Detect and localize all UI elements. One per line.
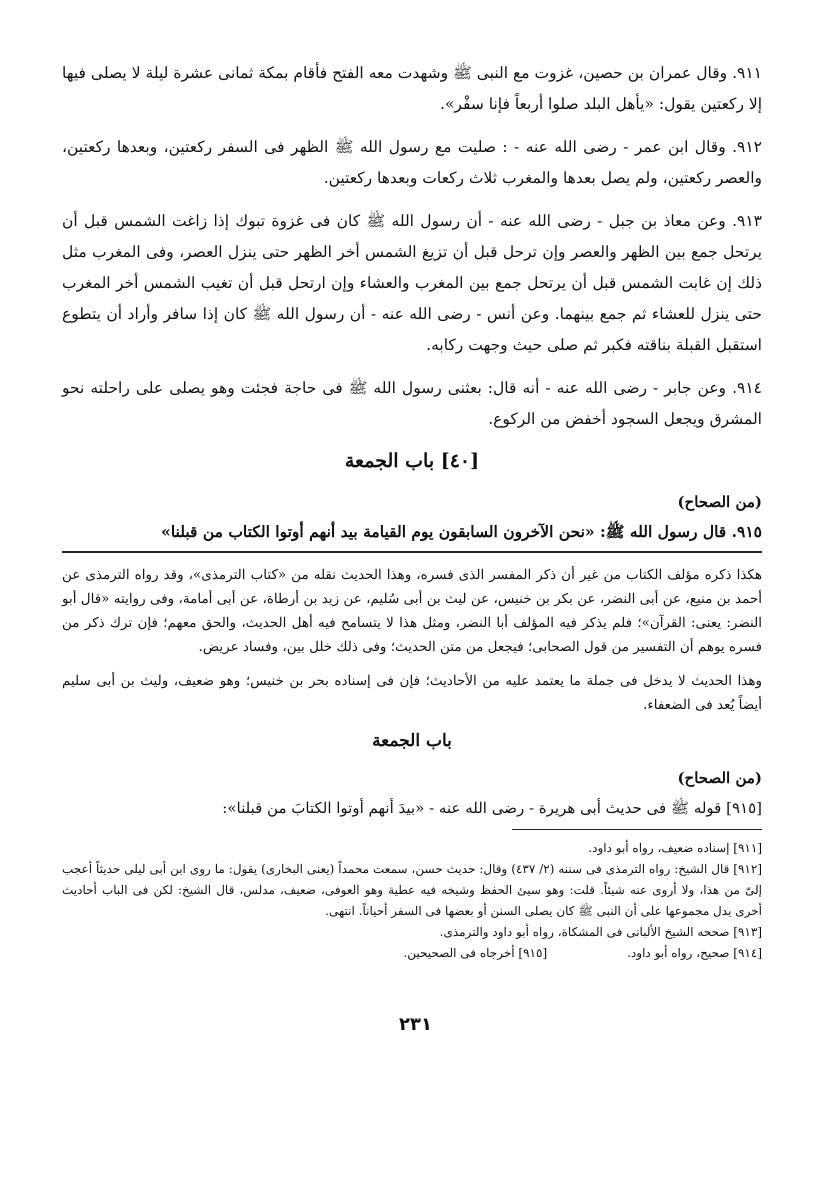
hadith-915-commentary: [٩١٥] قوله ﷺ فى حديث أبى هريرة - رضى الله عنه - «بيدَ أنهم أوتوا الكتابَ من قبلنا»:: [222, 799, 762, 817]
footnote-915: [٩١٥] أخرجاه فى الصحيحين.: [403, 946, 548, 960]
page-body: [62, 58, 762, 964]
footnote-911: [٩١١] إسناده ضعيف، رواه أبو داود.: [588, 841, 762, 855]
footnote-row: [62, 943, 762, 964]
hadith-911: ٩١١. وقال عمران بن حصين، غزوت مع النبى ﷺ وشهدت معه الفتح فأقام بمكة ثمانى عشرة ليلة لا يصلى فيها إلا ركعتين يقول: «يأهل البلد صلوا أربعاً فإنا سفْر».: [62, 64, 762, 113]
hadith-913: ٩١٣. وعن معاذ بن جبل - رضى الله عنه - أن رسول الله ﷺ كان فى غزوة تبوك إذا زاغت الشمس قبل أن يرتحل جمع بين الظهر والعصر وإن ترحل قبل أن تزيغ الشمس أخر الظهر حتى ينزل العصر، وفى المغرب مثل ذلك إن غابت الشمس قبل أن يرتحل جمع بين المغرب والعشاء وإن ارتحل قبل أن تغيب الشمس أخر المغرب حتى ينزل للعشاء ثم جمع بينهما. وعن أنس - رضى الله عنه - أن رسول الله ﷺ كان إذا سافر وأراد أن يتطوع استقبل القبلة بناقته فكبر ثم صلى حيث وجهت ركابه.: [62, 212, 762, 354]
footnote-913: [٩١٣] صححه الشيخ الألبانى فى المشكاة، رواه أبو داود والترمذى.: [439, 925, 762, 939]
hadith-915-text: ٩١٥. قال رسول الله ﷺ: «نحن الآخرون السابقون يوم القيامة بيد أنهم أوتوا الكتاب من قبلنا»: [161, 522, 762, 541]
commentary-2: وهذا الحديث لا يدخل فى جملة ما يعتمد عليه من الأحاديث؛ فإن فى إسناده بحر بن خنيس؛ وهو ضعيف، وليث بن أبى سليم أيضاً يُعد فى الضعفاء.: [62, 673, 762, 713]
section-label-2: (من الصحاح): [677, 769, 762, 787]
hadith-914: ٩١٤. وعن جابر - رضى الله عنه - أنه قال: بعثنى رسول الله ﷺ فى حاجة فجئت وهو يصلى على راحلته نحو المشرق ويجعل السجود أخفض من الركوع.: [62, 379, 762, 428]
chapter-heading-2: باب الجمعة: [372, 731, 452, 751]
hadith-912: ٩١٢. وقال ابن عمر - رضى الله عنه - : صليت مع رسول الله ﷺ الظهر فى السفر ركعتين، وبعدها ركعتين، والعصر ركعتين، ولم يصل بعدها والمغرب ثلاث ركعات وبعدها ركعتين.: [62, 138, 762, 187]
section-label: (من الصحاح): [677, 493, 762, 511]
page-number: ٢٣١: [399, 1014, 432, 1035]
footnote-912: [٩١٢] قال الشيخ: رواه الترمذى فى سننه (٢/ ٤٣٧) وقال: حديث حسن، سمعت محمداً (يعنى البخارى) يقول: ما روى ابن أبى ليلى حديثاً أعجب إلىّ من هذا، ولا أروى عنه شيئاً. قلت: وهو سيئ الحفظ وشيخه فيه عطية وهو العوفى، ضعيف، مدلس، قال الشيخ: لكن فى الباب أحاديث أخرى يدل مجموعها على أن النبى ﷺ كان يصلى السنن أو بعضها فى السفر أحياناً. انتهى.: [62, 862, 763, 918]
hadith-915: [62, 519, 762, 553]
footnote-914: [٩١٤] صحيح، رواه أبو داود.: [627, 946, 762, 960]
footnote-divider: [512, 829, 762, 830]
chapter-heading: [٤٠] باب الجمعة: [344, 450, 480, 472]
commentary-1: هكذا ذكره مؤلف الكتاب من غير أن ذكر المفسر الذى فسره، وهذا الحديث نقله من «كتاب الترمذى»، وقد رواه الترمذى عن أحمد بن منيع، عن أبى النضر، عن بكر بن خنيس، عن ليث بن أبى سُليم، عن زيد بن أرطاة، عن أبى أمامة، وفى روايته «قال أبو النضر: يعنى: القرآن»؛ فلم يذكر فيه المؤلف أبا النضر، ومثل هذا لا يتسامح فيه أهل الحديث، والحق معهم؛ فإن ترك ذكر من فسره يوهم أن التفسير من قول الصحابى؛ فيجعل من متن الحديث؛ وفى ذلك خلل بين، وفساد عريض.: [62, 567, 762, 655]
